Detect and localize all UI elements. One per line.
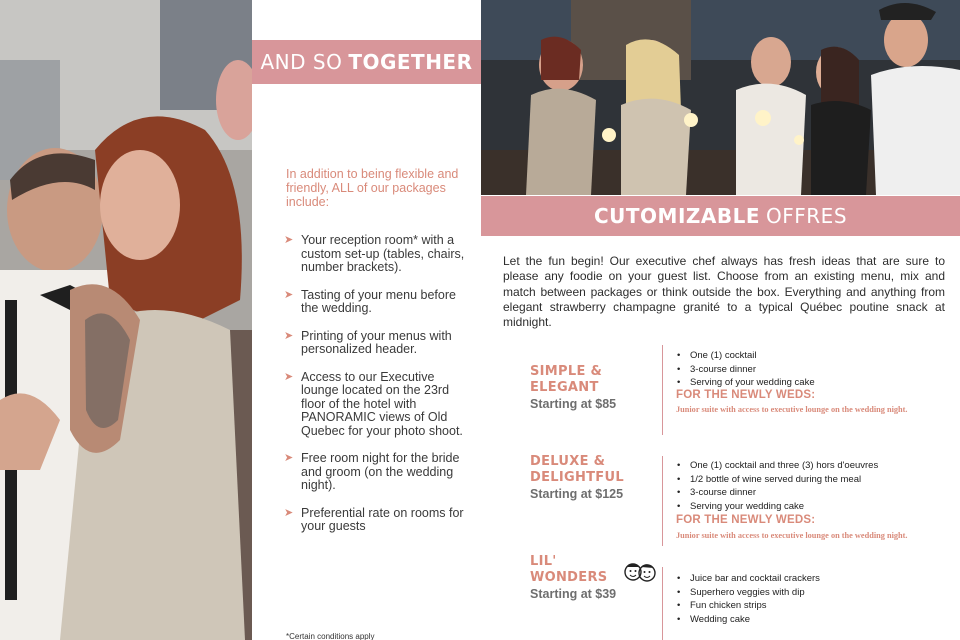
perks-list: [284, 234, 474, 548]
inclusions-column: [252, 0, 481, 640]
newly-weds-note: Junior suite with access to executive lounge on the wedding night.: [676, 531, 908, 540]
offers-description: Let the fun begin! Our executive chef always has fresh ideas that are sure to please any foodie on your guest list. Choose from an existing menu, mix and match between packages or think outside the box. Everything and anything from elegant strawberry champagne granité to a typical Québec poutine snack at midnight.: [503, 254, 945, 330]
package-name: [530, 454, 624, 486]
perk-text: Your reception room* with a custom set-up (tables, chairs, number brackets).: [301, 233, 465, 274]
perk-item: [284, 452, 474, 493]
bullet-arrow-icon: ➤: [284, 370, 294, 383]
footnote: *Certain conditions apply: [286, 632, 375, 640]
perk-text: Printing of your menus with personalized header.: [301, 328, 452, 356]
package-item: • Serving your wedding cake: [676, 500, 878, 514]
package-items: [676, 459, 878, 513]
perk-text: Access to our Executive lounge located on the 23rd floor of the hotel with PANORAMIC views of Old Quebec for your photo shoot.: [301, 369, 463, 438]
newly-weds-note: Junior suite with access to executive lounge on the wedding night.: [676, 405, 908, 414]
perk-item: [284, 289, 474, 316]
package-name-line: ELEGANT: [530, 380, 599, 395]
package-item: • 3-course dinner: [676, 363, 815, 377]
package-name-line: LIL': [530, 554, 557, 569]
package-item: • Serving of your wedding cake: [676, 376, 815, 390]
package-name-line: SIMPLE &: [530, 364, 603, 379]
package-items: [676, 349, 815, 390]
perk-item: [284, 507, 474, 534]
package-name-line: DELUXE &: [530, 454, 606, 469]
package-item: • One (1) cocktail and three (3) hors d'oeuvres: [676, 459, 878, 473]
offers-banner: [481, 196, 960, 236]
package-item: • Fun chicken strips: [676, 599, 820, 613]
perk-item: [284, 330, 474, 357]
package-name: [530, 364, 602, 396]
perk-text: Free room night for the bride and groom (on the wedding night).: [301, 451, 460, 492]
banner-text-bold: TOGETHER: [348, 50, 473, 74]
package-item: • Juice bar and cocktail crackers: [676, 572, 820, 586]
package-item: • 1/2 bottle of wine served during the meal: [676, 473, 878, 487]
package-item: • Wedding cake: [676, 613, 820, 627]
package-price: Starting at $125: [530, 487, 624, 501]
package-item: • One (1) cocktail: [676, 349, 815, 363]
bullet-arrow-icon: ➤: [284, 288, 294, 301]
package-name-line: WONDERS: [530, 570, 608, 585]
package-divider: [662, 456, 663, 546]
bullet-arrow-icon: ➤: [284, 234, 294, 246]
banner-text-bold: CUTOMIZABLE: [593, 204, 761, 228]
package-price: Starting at $39: [530, 587, 617, 601]
kids-faces-icon: [623, 558, 657, 584]
perk-item: [284, 234, 474, 275]
perk-text: Preferential rate on rooms for your guests: [301, 505, 464, 533]
package-item: • 3-course dinner: [676, 486, 878, 500]
package-divider: [662, 345, 663, 435]
package-name: [530, 554, 607, 586]
perk-item: [284, 371, 474, 439]
perk-text: Tasting of your menu before the wedding.: [301, 287, 456, 315]
banner-text-light: AND SO: [260, 50, 343, 74]
package-items: [676, 572, 820, 626]
newly-weds-title: FOR THE NEWLY WEDS:: [676, 514, 816, 526]
package-name-line: DELIGHTFUL: [530, 470, 624, 485]
package-price: Starting at $85: [530, 397, 617, 411]
banner-text-light: OFFRES: [766, 204, 848, 228]
couple-photo: [0, 0, 252, 640]
bullet-arrow-icon: ➤: [284, 506, 294, 519]
bullet-arrow-icon: ➤: [284, 329, 294, 342]
package-divider: [662, 567, 663, 640]
together-banner: [252, 40, 481, 84]
bullet-arrow-icon: ➤: [284, 452, 294, 464]
party-photo: [481, 0, 960, 195]
package-item: • Superhero veggies with dip: [676, 586, 820, 600]
inclusions-intro: In addition to being flexible and friendly, ALL of our packages include:: [286, 167, 459, 209]
newly-weds-title: FOR THE NEWLY WEDS:: [676, 389, 816, 401]
